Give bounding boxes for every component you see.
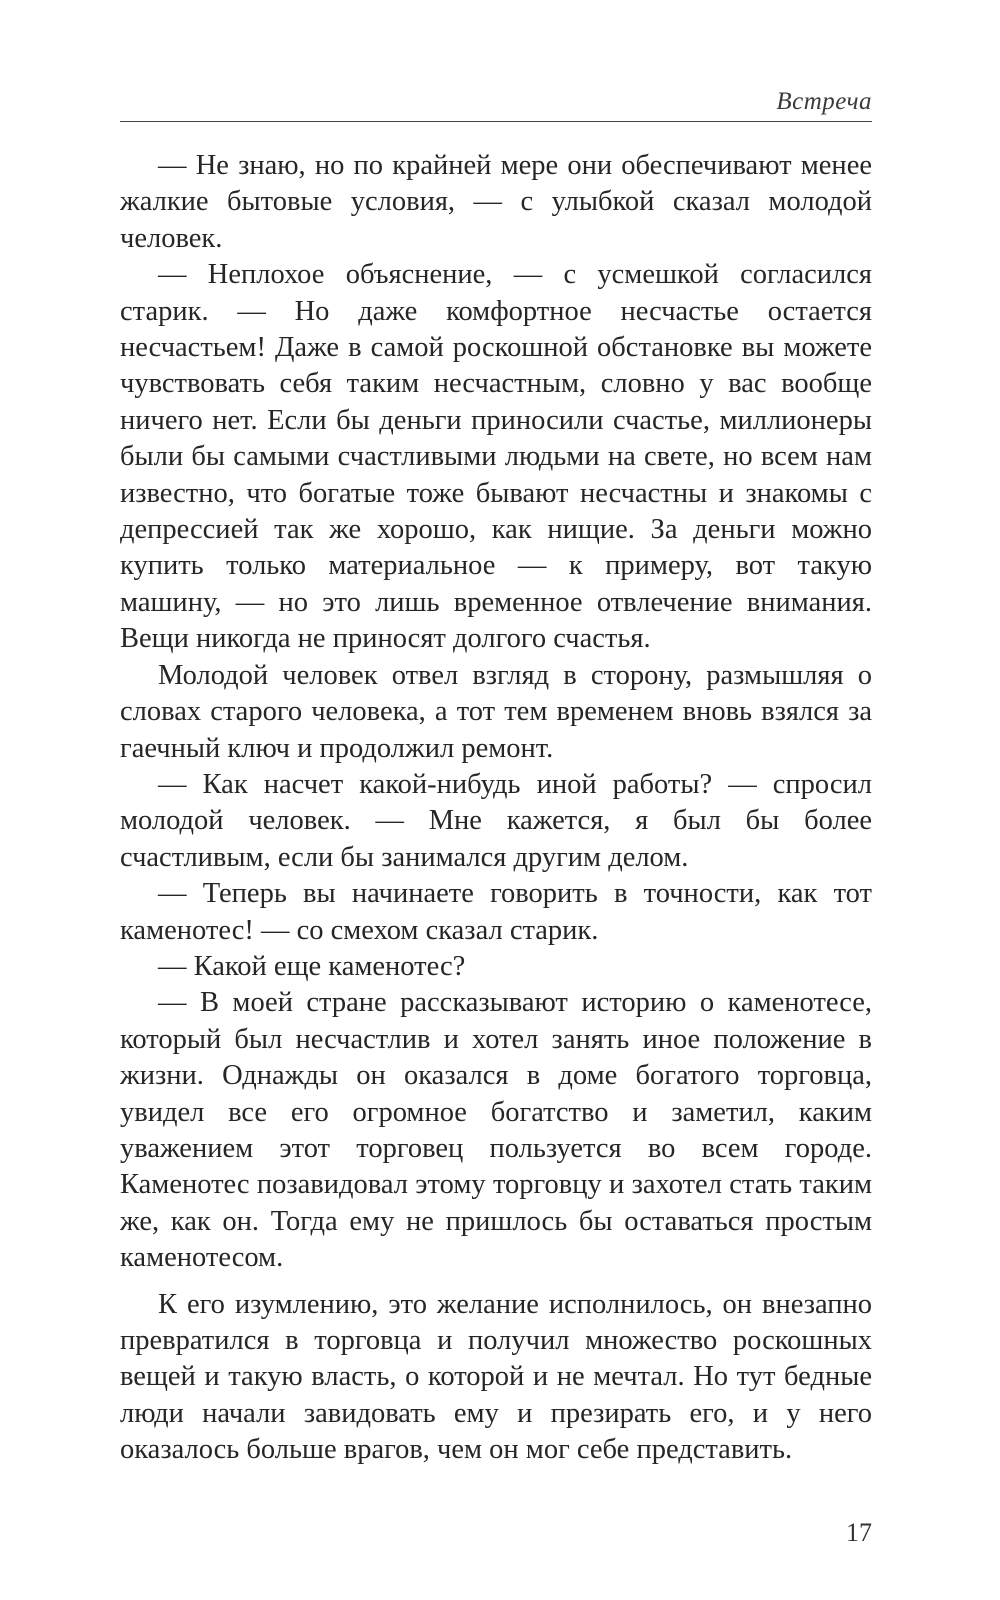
paragraph: — Неплохое объяснение, — с усмешкой согласился старик. — Но даже комфортное несчастье остается несчастьем! Даже в самой роскошной обстановке вы можете чувствовать себя таким несчастным, словно у вас вообще ничего нет. Если бы деньги приносили счастье, миллионеры были бы самыми счастливыми людьми на свете, но всем нам известно, что богатые тоже бывают несчастны и знакомы с депрессией так же хорошо, как нищие. За деньги можно купить только материальное — к примеру, вот такую машину, — но это лишь временное отвлечение внимания. Вещи никогда не приносят долгого счастья.	[120, 259, 872, 655]
paragraph: — В моей стране рассказывают историю о каменотесе, который был несчастлив и хотел занять иное положение в жизни. Однажды он оказался в доме богатого торговца, увидел все его огромное богатство и заметил, каким уважением этот торговец пользуется во всем городе. Каменотес позавидовал этому торговцу и захотел стать таким же, как он. Тогда ему не пришлось бы оставаться простым каменотесом.	[120, 987, 872, 1274]
paragraph: К его изумлению, это желание исполнилось, он внезапно превратился в торговца и получил множество роскошных вещей и такую власть, о которой и не мечтал. Но тут бедные люди начали завидовать ему и презирать его, и у него оказалось больше врагов, чем он мог себе представить.	[120, 1288, 872, 1466]
paragraph: — Как насчет какой-нибудь иной работы? — спросил молодой человек. — Мне кажется, я был бы более счастливым, если бы занимался другим делом.	[120, 768, 872, 873]
body-text	[120, 148, 872, 1469]
header-rule	[120, 121, 872, 122]
paragraph: Молодой человек отвел взгляд в сторону, размышляя о словах старого человека, а тот тем временем вновь взялся за гаечный ключ и продолжил ремонт.	[120, 659, 872, 764]
paragraph: — Какой еще каменотес?	[158, 950, 466, 982]
paragraph: — Теперь вы начинаете говорить в точности, как тот каменотес! — со смехом сказал старик.	[120, 878, 872, 946]
running-head-title: Встреча	[776, 88, 872, 115]
paragraph: — Не знаю, но по крайней мере они обеспечивают менее жалкие бытовые условия, — с улыбкой сказал молодой человек.	[120, 150, 872, 254]
page-number: 17	[846, 1518, 872, 1547]
